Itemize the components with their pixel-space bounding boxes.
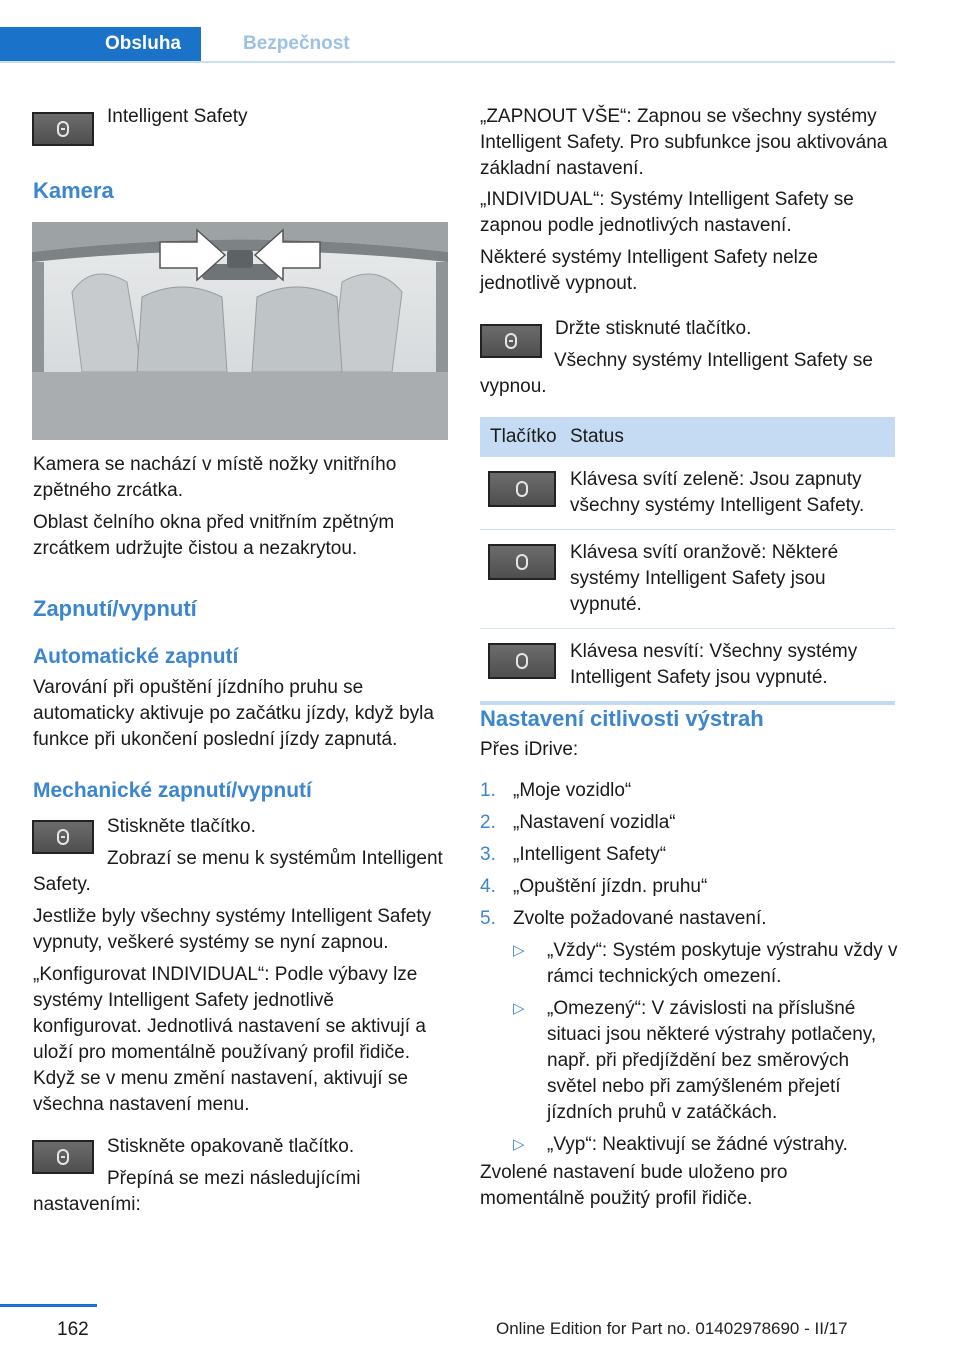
column-header-status: Status xyxy=(560,417,895,457)
via-idrive-text: Přes iDrive: xyxy=(480,739,579,760)
camera-location-photo xyxy=(32,222,448,440)
list-item: 1. „Moje vozidlo“ xyxy=(480,780,632,801)
option-item: ▷ „Omezený“: V závislosti na příslušné situaci jsou některé výstrahy potlačeny, např. při předjíždění bez směrových světel nebo při zamýšleném přejetí jízdních pruhů v zatáčkách. xyxy=(513,998,877,1123)
auto-on-text: Varování při opuštění jízdního pruhu se automaticky aktivuje po začátku jízdy, když byla funkce při ukončení poslední jízdy zapnutá. xyxy=(33,677,434,750)
edition-text: Online Edition for Part no. 01402978690 - II/17 xyxy=(496,1319,848,1338)
triangle-bullet-icon: ▷ xyxy=(513,1136,525,1153)
page-number: 162 xyxy=(57,1319,89,1340)
heading-on-off: Zapnutí/vypnutí xyxy=(33,596,197,621)
intelligent-safety-label: Intelligent Safety xyxy=(107,106,248,127)
status-text: Klávesa svítí zeleně: Jsou zapnuty všechny systémy Intelligent Safety. xyxy=(560,457,895,530)
individual-option-text: „INDIVIDUAL“: Systémy Intelligent Safety se zapnou podle jednotlivých nastavení. xyxy=(480,189,854,236)
switch-settings-text: Přepíná se mezi následujícími nastaveními: xyxy=(33,1168,361,1215)
all-off-text: Všechny systémy Intelligent Safety se vypnou. xyxy=(480,350,873,397)
press-repeatedly-text: Stiskněte opakovaně tlačítko. xyxy=(107,1136,355,1157)
cannot-disable-text: Některé systémy Intelligent Safety nelze jednotlivě vypnout. xyxy=(480,247,818,294)
option-item: ▷ „Vyp“: Neaktivují se žádné výstrahy. xyxy=(513,1132,900,1158)
list-item: 4. „Opuštění jízdn. pruhu“ xyxy=(480,876,708,897)
options-list xyxy=(513,938,900,1158)
heading-camera: Kamera xyxy=(33,178,114,203)
list-item: 3. „Intelligent Safety“ xyxy=(480,844,667,865)
table-row xyxy=(480,457,895,530)
menu-shown-text: Zobrazí se menu k systémům Intelligent Safety. xyxy=(33,848,443,895)
heading-sensitivity: Nastavení citlivosti výstrah xyxy=(480,706,764,731)
status-table xyxy=(480,417,895,705)
button-off-icon xyxy=(488,643,556,679)
all-on-option-text: „ZAPNOUT VŠE“: Zapnou se všechny systémy Intelligent Safety. Pro subfunkce jsou aktivována základní nastavení. xyxy=(480,106,888,179)
table-row xyxy=(480,629,895,704)
chapter-tabs xyxy=(0,27,895,63)
all-on-text: Jestliže byly všechny systémy Intelligent Safety vypnuty, veškeré systémy se nyní zapnou. xyxy=(33,906,432,953)
press-button-text: Stiskněte tlačítko. xyxy=(107,816,256,837)
triangle-bullet-icon: ▷ xyxy=(513,1000,525,1017)
button-orange-icon xyxy=(488,544,556,580)
camera-clean-text: Oblast čelního okna před vnitřním zpětným zrcátkem udržujte čistou a nezakrytou. xyxy=(33,512,395,559)
saved-setting-text: Zvolené nastavení bude uloženo pro momentálně použitý profil řidiče. xyxy=(480,1162,788,1209)
option-item: ▷ „Vždy“: Systém poskytuje výstrahu vždy v rámci technických omezení. xyxy=(513,940,898,987)
footer-rule xyxy=(0,1304,97,1307)
list-item: 5. Zvolte požadované nastavení. ▷ „Vždy“: Systém poskytuje výstrahu vždy v rámci technických omezení. ▷ „Omezený“: V závislosti na příslušné situaci jsou některé výstrahy potlačeny, např. při předjíždění bez směrových světel nebo při zamýšleném přejetí jízdních pruhů v zatáčkách. ▷ „Vyp“: Neaktivují se žádné výstrahy. xyxy=(480,906,900,1158)
heading-mechanical: Mechanické zapnutí/vypnutí xyxy=(33,779,312,802)
status-text: Klávesa svítí oranžově: Některé systémy Intelligent Safety jsou vypnuté. xyxy=(560,530,895,629)
configure-individual-text: „Konfigurovat INDIVIDUAL“: Podle výbavy lze systémy Intelligent Safety jednotlivě konfigurovat. Jednotlivá nastavení se aktivují a uloží pro momentálně používaný profil řidiče. Když se v menu změní nastavení, aktivují se všechna nastavení menu. xyxy=(33,964,426,1115)
table-row xyxy=(480,530,895,629)
button-green-icon xyxy=(488,471,556,507)
steps-list xyxy=(480,778,900,1164)
column-header-button: Tlačítko xyxy=(480,417,560,457)
camera-location-text: Kamera se nachází v místě nožky vnitřního zpětného zrcátka. xyxy=(33,454,397,501)
triangle-bullet-icon: ▷ xyxy=(513,942,525,959)
tab-bezpecnost[interactable]: Bezpečnost xyxy=(243,33,350,54)
heading-auto-on: Automatické zapnutí xyxy=(33,645,239,668)
tab-obsluha[interactable]: Obsluha xyxy=(0,27,201,61)
status-text: Klávesa nesvítí: Všechny systémy Intelligent Safety jsou vypnuté. xyxy=(560,629,895,704)
list-item: 2. „Nastavení vozidla“ xyxy=(480,812,676,833)
hold-button-text: Držte stisknuté tlačítko. xyxy=(555,318,752,339)
intelligent-safety-button-icon xyxy=(32,112,94,146)
